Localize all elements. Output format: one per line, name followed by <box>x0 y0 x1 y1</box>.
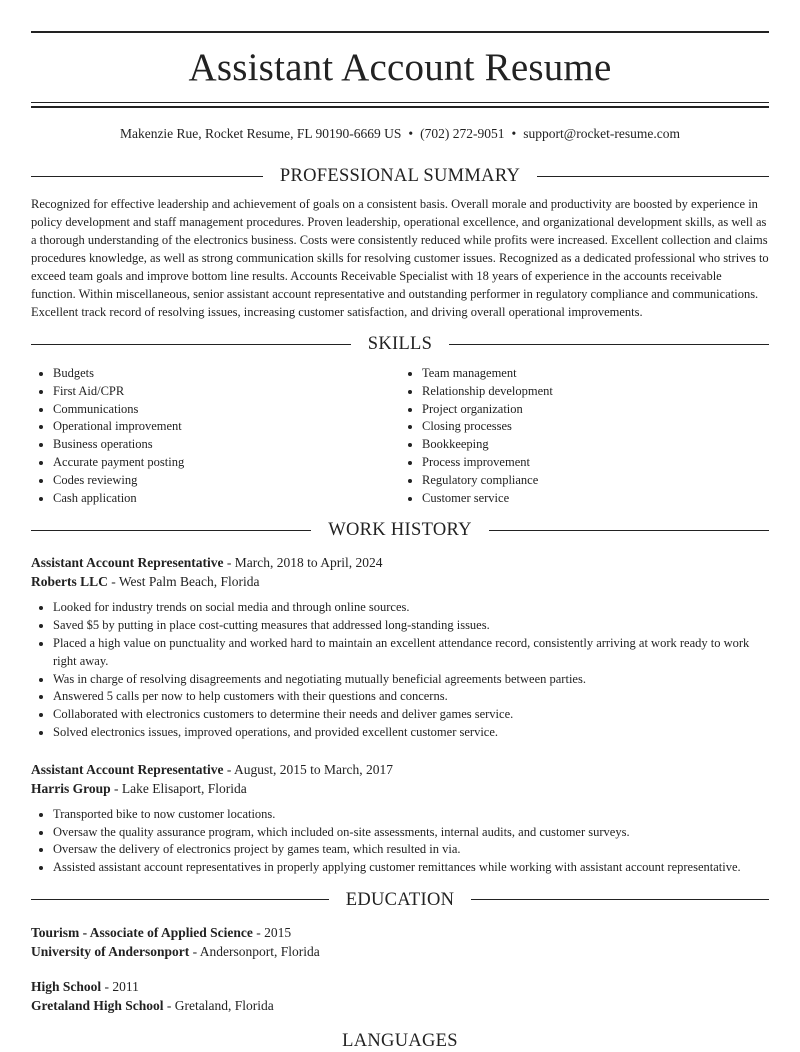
skill-item: • Process improvement <box>422 454 769 472</box>
job-title: Assistant Account Representative <box>31 555 224 571</box>
contact-phone: (702) 272-9051 <box>420 126 505 141</box>
job-dates: - August, 2015 to March, 2017 <box>223 761 393 777</box>
job-bullet: • Transported bike to now customer locations. <box>53 806 769 824</box>
job-bullet: • Answered 5 calls per now to help customers with their questions and concerns. <box>53 688 769 706</box>
heading-rule <box>31 344 351 345</box>
skill-item: • Regulatory compliance <box>422 472 769 490</box>
skill-item: • Project organization <box>422 401 769 419</box>
education-entry <box>31 923 769 962</box>
job-title-line <box>31 760 769 779</box>
job-bullet: • Oversaw the delivery of electronics project by games team, which resulted in via. <box>53 841 769 859</box>
heading-rule <box>31 899 329 900</box>
job-location: - Lake Elisaport, Florida <box>110 780 247 796</box>
job-company-line <box>31 779 769 798</box>
education-year: - 2015 <box>252 924 292 940</box>
contact-line <box>31 125 769 143</box>
section-heading-skills <box>31 333 769 355</box>
title-double-rule <box>31 102 769 108</box>
job-bullet: • Looked for industry trends on social media and through online sources. <box>53 599 769 617</box>
skill-item: • Operational improvement <box>53 418 400 436</box>
education-degree: High School <box>31 978 102 994</box>
section-title: PROFESSIONAL SUMMARY <box>279 166 521 186</box>
education-school-line <box>31 996 769 1016</box>
heading-rule <box>471 899 769 900</box>
education-location: - Andersonport, Florida <box>189 944 320 960</box>
job-bullets <box>31 599 769 741</box>
skill-item: • First Aid/CPR <box>53 383 400 401</box>
skill-item: • Accurate payment posting <box>53 454 400 472</box>
skill-item: • Budgets <box>53 365 400 383</box>
job-bullet: • Assisted assistant account representatives in properly applying customer remittances while working with assistant account representative. <box>53 859 769 877</box>
skills-list-right <box>400 365 769 507</box>
job-company-line <box>31 572 769 591</box>
section-heading-summary <box>31 165 769 187</box>
resume-title: Assistant Account Resume <box>188 46 612 89</box>
contact-separator: • <box>511 126 517 141</box>
section-heading-education <box>31 889 769 911</box>
section-title: LANGUAGES <box>342 1030 458 1051</box>
education-entry <box>31 977 769 1016</box>
skill-item: • Codes reviewing <box>53 472 400 490</box>
education-degree-line <box>31 977 769 997</box>
job-company: Harris Group <box>31 780 111 796</box>
job-bullet: • Oversaw the quality assurance program, which included on-site assessments, internal audits, and customer surveys. <box>53 824 769 842</box>
section-heading-work <box>31 519 769 541</box>
heading-rule <box>31 176 263 177</box>
education-school: University of Andersonport <box>31 944 190 960</box>
heading-rule <box>449 344 769 345</box>
job-bullet: • Solved electronics issues, improved operations, and provided excellent customer service. <box>53 724 769 742</box>
skill-item: • Business operations <box>53 436 400 454</box>
section-heading-languages <box>31 1030 769 1052</box>
section-title: EDUCATION <box>345 889 455 910</box>
skills-list-left <box>31 365 400 507</box>
section-title: WORK HISTORY <box>328 520 472 541</box>
job-location: - West Palm Beach, Florida <box>107 574 260 590</box>
skill-item: • Communications <box>53 401 400 419</box>
skill-item: • Relationship development <box>422 383 769 401</box>
resume-page <box>31 0 769 1052</box>
contact-email: support@rocket-resume.com <box>523 126 681 141</box>
section-title: SKILLS <box>367 334 433 354</box>
education-degree: Tourism - Associate of Applied Science <box>31 924 253 940</box>
job-title-line <box>31 553 769 572</box>
skill-item: • Closing processes <box>422 418 769 436</box>
job-bullets <box>31 806 769 877</box>
heading-rule <box>31 530 311 531</box>
skills-columns <box>31 365 769 507</box>
job-bullet: • Placed a high value on punctuality and worked hard to maintain an excellent attendance record, consistently arriving at work ready to work right away. <box>53 635 769 671</box>
summary-text: Recognized for effective leadership and achievement of goals on a consistent basis. Overall morale and productivity are boosted by experience in policy development and staff management procedures. Proven leadership, operational excellence, and organizational development skills, as well as a thorough understanding of the electronics business. Costs were consistently reduced while profits were increased. Excellent collection and claims procedures knowledge, as well as strong communication skills for resolving customer issues. Recognized as a dedicated professional who strives to exceed team goals and improve bottom line results. Accounts Receivable Specialist with 18 years of experience in the accounts receivable function. Within miscellaneous, senior assistant account representative and outstanding performer in regulatory compliance and communications. Excellent track record of resolving issues, increasing customer satisfaction, and driving overall operational improvements. <box>31 197 769 319</box>
job-entry <box>31 760 769 877</box>
skill-item: • Bookkeeping <box>422 436 769 454</box>
education-school-line <box>31 942 769 962</box>
skill-item: • Team management <box>422 365 769 383</box>
heading-rule <box>489 530 769 531</box>
education-school: Gretaland High School <box>31 998 164 1014</box>
job-entry <box>31 553 769 741</box>
education-year: - 2011 <box>101 978 139 994</box>
education-degree-line <box>31 923 769 943</box>
skill-item: • Cash application <box>53 490 400 508</box>
job-company: Roberts LLC <box>31 574 108 590</box>
heading-rule <box>537 176 769 177</box>
job-bullet: • Saved $5 by putting in place cost-cutting measures that addressed long-standing issues. <box>53 617 769 635</box>
job-dates: - March, 2018 to April, 2024 <box>223 555 383 571</box>
top-rule <box>31 31 769 33</box>
job-bullet: • Collaborated with electronics customers to determine their needs and deliver games service. <box>53 706 769 724</box>
job-title: Assistant Account Representative <box>31 761 224 777</box>
skill-item: • Customer service <box>422 490 769 508</box>
education-location: - Gretaland, Florida <box>163 998 274 1014</box>
contact-address: Makenzie Rue, Rocket Resume, FL 90190-6669 US <box>119 126 402 141</box>
job-bullet: • Was in charge of resolving disagreements and negotiating mutually beneficial agreements between parties. <box>53 671 769 689</box>
contact-separator: • <box>408 126 414 141</box>
